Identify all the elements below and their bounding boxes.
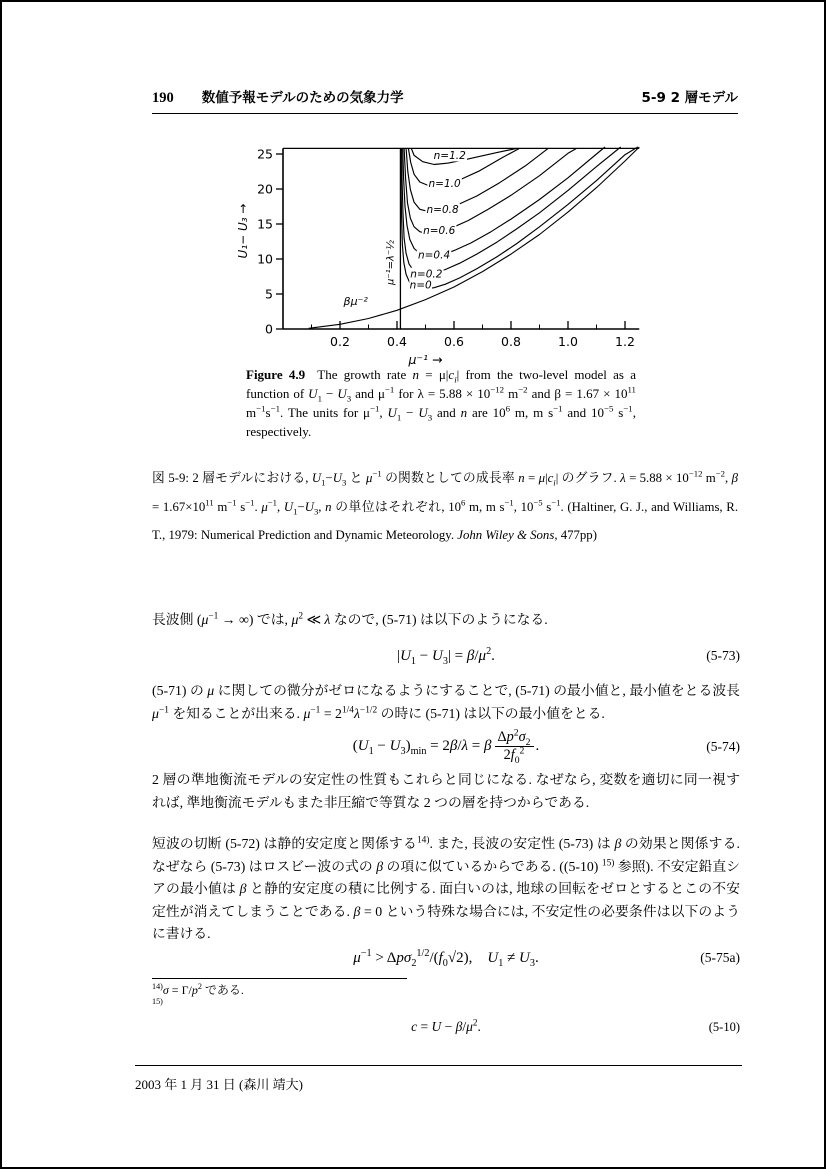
equation-content: $(U_1 - U_3)_{min} = 2\beta/\lambda = \beta$ $\frac{\Delta p^2\sigma_2}{2f_0^2}$ . (352, 727, 540, 766)
svg-text:n=0.4: n=0.4 (417, 249, 451, 262)
equation-tag: (5-74) (706, 738, 740, 754)
footer-date: 2003 年 1 月 31 日 (森川 靖大) (135, 1077, 303, 1092)
paragraph-minimum: (5-71) の μ に関しての微分がゼロになるようにすることで, (5-71) の最小値と, 最小値をとる波長 $\mu^{-1}$ を知ることが出来る. $\mu^{-1} = 2^{1/4}\lambda^{-1/2}$ の時に (5-71) は以下の最小値をとる. (152, 683, 740, 721)
equation-tag: (5-73) (706, 648, 740, 663)
svg-text:10: 10 (257, 251, 273, 267)
footnote-14: $^{14)}\sigma = \Gamma/p^2$ である. (152, 982, 244, 997)
svg-text:0: 0 (265, 321, 273, 337)
svg-text:15: 15 (257, 216, 273, 232)
svg-text:0.4: 0.4 (387, 334, 407, 349)
page-number: 190 (152, 90, 174, 106)
svg-text:n=0.8: n=0.8 (426, 204, 459, 217)
page-footer (135, 1065, 742, 1093)
paragraph-quasi-geostrophic: 2 層の準地衡流モデルの安定性の性質もこれらと同じになる. なぜなら, 変数を適切に同一視すれば, 準地衡流モデルもまた非圧縮で等質な 2 つの層を持つからである. (152, 772, 740, 811)
svg-text:5: 5 (265, 286, 273, 302)
svg-text:βμ⁻²: βμ⁻² (343, 295, 368, 309)
figure-caption-english: Figure 4.9 The growth rate $n = \mu|c_i|$ from the two-level model as a function of $U_1 - U_3$ and $\mu^{-1}$ for $\lambda = 5.88 \times 10^{-12}$ $m^{-2}$ and $\beta = 1.67 \times 10^{11}$ $m^{-1}s^{-1}$. The units for $\mu^{-1}$, $U_1 - U_3$ and n are $10^6$ m, m $s^{-1}$ and $10^{-5}$ $s^{-1}$, respectively. (246, 367, 636, 439)
svg-text:1.2: 1.2 (615, 334, 635, 349)
svg-text:1.0: 1.0 (558, 334, 578, 349)
svg-text:n=0: n=0 (409, 279, 432, 292)
svg-text:n=0.6: n=0.6 (423, 225, 456, 238)
equation-5-74 (152, 729, 740, 764)
equation-5-10 (152, 1017, 740, 1037)
svg-text:0.2: 0.2 (330, 334, 350, 349)
growth-rate-chart (230, 142, 650, 370)
footnote-15-marker: 15) (152, 997, 163, 1006)
header-section-label: 5-9 2 層モデル (641, 90, 738, 106)
equation-content: $|U_1 - U_3| = \beta/\mu^2$. (397, 646, 495, 667)
svg-text:20: 20 (257, 181, 273, 197)
figure-caption-japanese: 図 5-9: 2 層モデルにおける, $U_1-U_3$ と $\mu^{-1}$ の関数としての成長率 $n = \mu|c_i|$ のグラフ. $\lambda = 5.88 \times 10^{-12}$ $m^{-2}$, $\beta = 1.67\times 10^{11}$ $m^{-1}$ $s^{-1}$. $\mu^{-1}$, $U_1-U_3$, n の単位はそれぞれ, $10^6$ m, m $s^{-1}$, $10^{-5}$ $s^{-1}$. (Haltiner, G. J., and Williams, R. T., 1979: Numerical Prediction and Dynamic Meteorology. John Wiley & Sons, 477pp) (152, 468, 739, 542)
equation-5-73 (152, 644, 740, 668)
figure-4-9 (230, 142, 650, 370)
footnotes (152, 978, 740, 1037)
equation-5-75a (152, 946, 740, 970)
svg-text:n=0.2: n=0.2 (410, 268, 443, 281)
equation-tag: (5-10) (708, 1020, 740, 1034)
header-title: 数値予報モデルのための気象力学 (201, 90, 404, 106)
svg-text:μ⁻¹ →: μ⁻¹ → (408, 352, 443, 367)
svg-text:0.8: 0.8 (501, 334, 521, 349)
svg-text:μ⁻¹=λ⁻½: μ⁻¹=λ⁻½ (385, 240, 397, 285)
paragraph-longwave: 長波側 ($\mu^{-1}$ → ∞) では, $\mu^2$ ≪ λ なので, (5-71) は以下のようになる. (152, 611, 548, 627)
equation-tag: (5-75a) (700, 949, 740, 965)
page-header (152, 90, 738, 114)
svg-text:n=1.0: n=1.0 (428, 178, 461, 191)
svg-text:U₁− U₃ →: U₁− U₃ → (236, 203, 250, 259)
svg-text:n=1.2: n=1.2 (433, 150, 466, 163)
equation-content: $\mu^{-1} > \Delta p\sigma_2^{1/2}/(f_0√2)$, $U_1 \ne U_3$. (353, 947, 539, 969)
footnote-rule (152, 978, 407, 979)
svg-text:0.6: 0.6 (444, 334, 464, 349)
body-text (152, 600, 740, 970)
paragraph-shortwave-cutoff: 短波の切断 (5-72) は静的安定度と関係する$^{14)}$. また, 長波の安定性 (5-73) は β の効果と関係する. なぜなら (5-73) はロスビー波の式の β の項に似ているからである. ((5-10) $^{15)}$ 参照). 不安定鉛直シアの最小値は β と静的安定度の積に比例する. 面白いのは, 地球の回転をゼロとするとこの不安定性が消えてしまうことである. β = 0 という特殊な場合には, 不安定性の必要条件は以下のように書ける. (152, 835, 740, 942)
equation-content: $c = U - \beta/\mu^2$. (411, 1017, 481, 1034)
svg-text:25: 25 (257, 146, 273, 162)
